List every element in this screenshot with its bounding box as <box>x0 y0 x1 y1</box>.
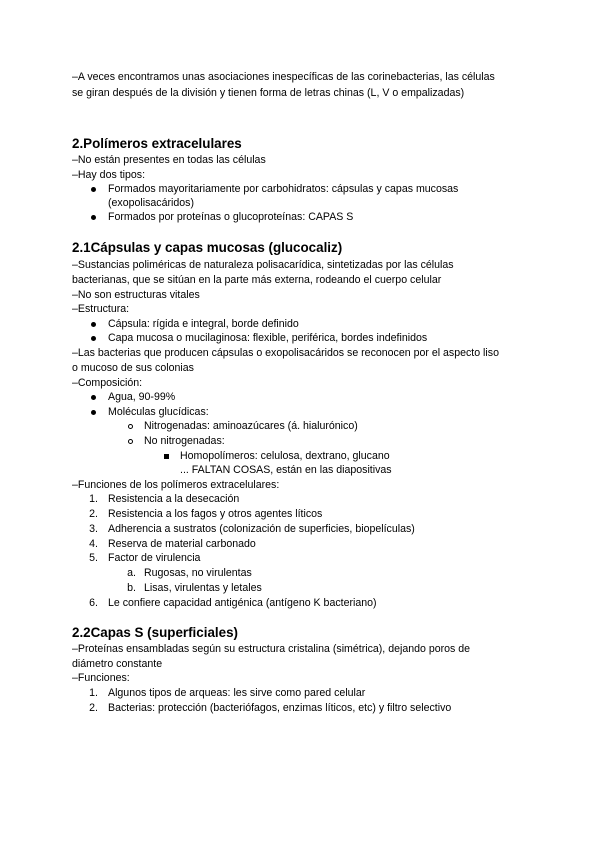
bullet-ring-icon <box>128 424 133 429</box>
sec21-line: o mucoso de sus colonias <box>72 362 194 374</box>
list-marker: 2. <box>89 702 98 714</box>
sec21-line: bacterianas, que se sitúan en la parte más externa, rodeando el cuerpo celular <box>72 274 442 286</box>
bullet-dot-icon <box>91 322 96 327</box>
bullet-ring-icon <box>128 439 133 444</box>
function-item: Le confiere capacidad antigénica (antígeno K bacteriano) <box>108 597 377 609</box>
sec21-bullet: Capa mucosa o mucilaginosa: flexible, periférica, bordes indefinidos <box>108 332 428 344</box>
sec2-bullet: Formados mayoritariamente por carbohidratos: cápsulas y capas mucosas <box>108 183 459 195</box>
list-marker: 5. <box>89 552 98 564</box>
sec21-line: –Funciones de los polímeros extracelulares: <box>72 479 280 491</box>
sec22-line: diámetro constante <box>72 658 163 670</box>
sec2-bullet: Formados por proteínas o glucoproteínas: CAPAS S <box>108 211 354 223</box>
function-item: Factor de virulencia <box>108 552 201 564</box>
list-marker: 2. <box>89 508 98 520</box>
sec21-line: –Estructura: <box>72 303 130 315</box>
section-2-1-heading: 2.1Cápsulas y capas mucosas (glucocaliz) <box>72 240 343 255</box>
sec22-line: –Proteínas ensambladas según su estructura cristalina (simétrica), dejando poros de <box>72 643 471 655</box>
sec21-subsubbullet: Homopolímeros: celulosa, dextrano, glucano <box>180 450 390 462</box>
bullet-dot-icon <box>91 336 96 341</box>
list-marker: 1. <box>89 493 98 505</box>
sec21-line: –No son estructuras vitales <box>72 289 200 301</box>
function-item: Resistencia a los fagos y otros agentes líticos <box>108 508 323 520</box>
function-subitem: Rugosas, no virulentas <box>144 567 252 579</box>
list-marker: b. <box>127 582 136 594</box>
sec21-bullet: Cápsula: rígida e integral, borde definido <box>108 318 299 330</box>
section-2-heading: 2.Polímeros extracelulares <box>72 136 242 151</box>
sec21-bullet: Agua, 90-99% <box>108 391 176 403</box>
sec21-line: –Las bacterias que producen cápsulas o exopolisacáridos se reconocen por el aspecto liso <box>72 347 499 359</box>
sec21-line: –Composición: <box>72 377 143 389</box>
sec2-line: –Hay dos tipos: <box>72 169 146 181</box>
sec21-note: ... FALTAN COSAS, están en las diapositivas <box>180 464 392 476</box>
bullet-dot-icon <box>91 215 96 220</box>
function-item: Resistencia a la desecación <box>108 493 240 505</box>
sec22-line: –Funciones: <box>72 672 130 684</box>
function-subitem: Lisas, virulentas y letales <box>144 582 262 594</box>
intro-line-1: –A veces encontramos unas asociaciones inespecíficas de las corinebacterias, las células <box>72 71 495 83</box>
section-2-2-heading: 2.2Capas S (superficiales) <box>72 625 238 640</box>
function-item: Reserva de material carbonado <box>108 538 256 550</box>
bullet-dot-icon <box>91 410 96 415</box>
sec2-line: –No están presentes en todas las células <box>72 154 266 166</box>
function-item: Algunos tipos de arqueas: les sirve como pared celular <box>108 687 366 699</box>
function-item: Bacterias: protección (bacteriófagos, enzimas líticos, etc) y filtro selectivo <box>108 702 452 714</box>
bullet-square-icon <box>164 454 169 459</box>
sec21-line: –Sustancias poliméricas de naturaleza polisacarídica, sintetizadas por las células <box>72 259 454 271</box>
sec21-subbullet: Nitrogenadas: aminoazúcares (á. hialurónico) <box>144 420 358 432</box>
bullet-dot-icon <box>91 187 96 192</box>
list-marker: 6. <box>89 597 98 609</box>
sec2-bullet-cont: (exopolisacáridos) <box>108 197 194 209</box>
sec21-subbullet: No nitrogenadas: <box>144 435 225 447</box>
intro-line-2: se giran después de la división y tienen forma de letras chinas (L, V o empalizadas) <box>72 87 465 99</box>
bullet-dot-icon <box>91 395 96 400</box>
list-marker: a. <box>127 567 136 579</box>
list-marker: 3. <box>89 523 98 535</box>
sec21-bullet: Moléculas glucídicas: <box>108 406 209 418</box>
list-marker: 4. <box>89 538 98 550</box>
function-item: Adherencia a sustratos (colonización de superficies, biopelículas) <box>108 523 415 535</box>
list-marker: 1. <box>89 687 98 699</box>
